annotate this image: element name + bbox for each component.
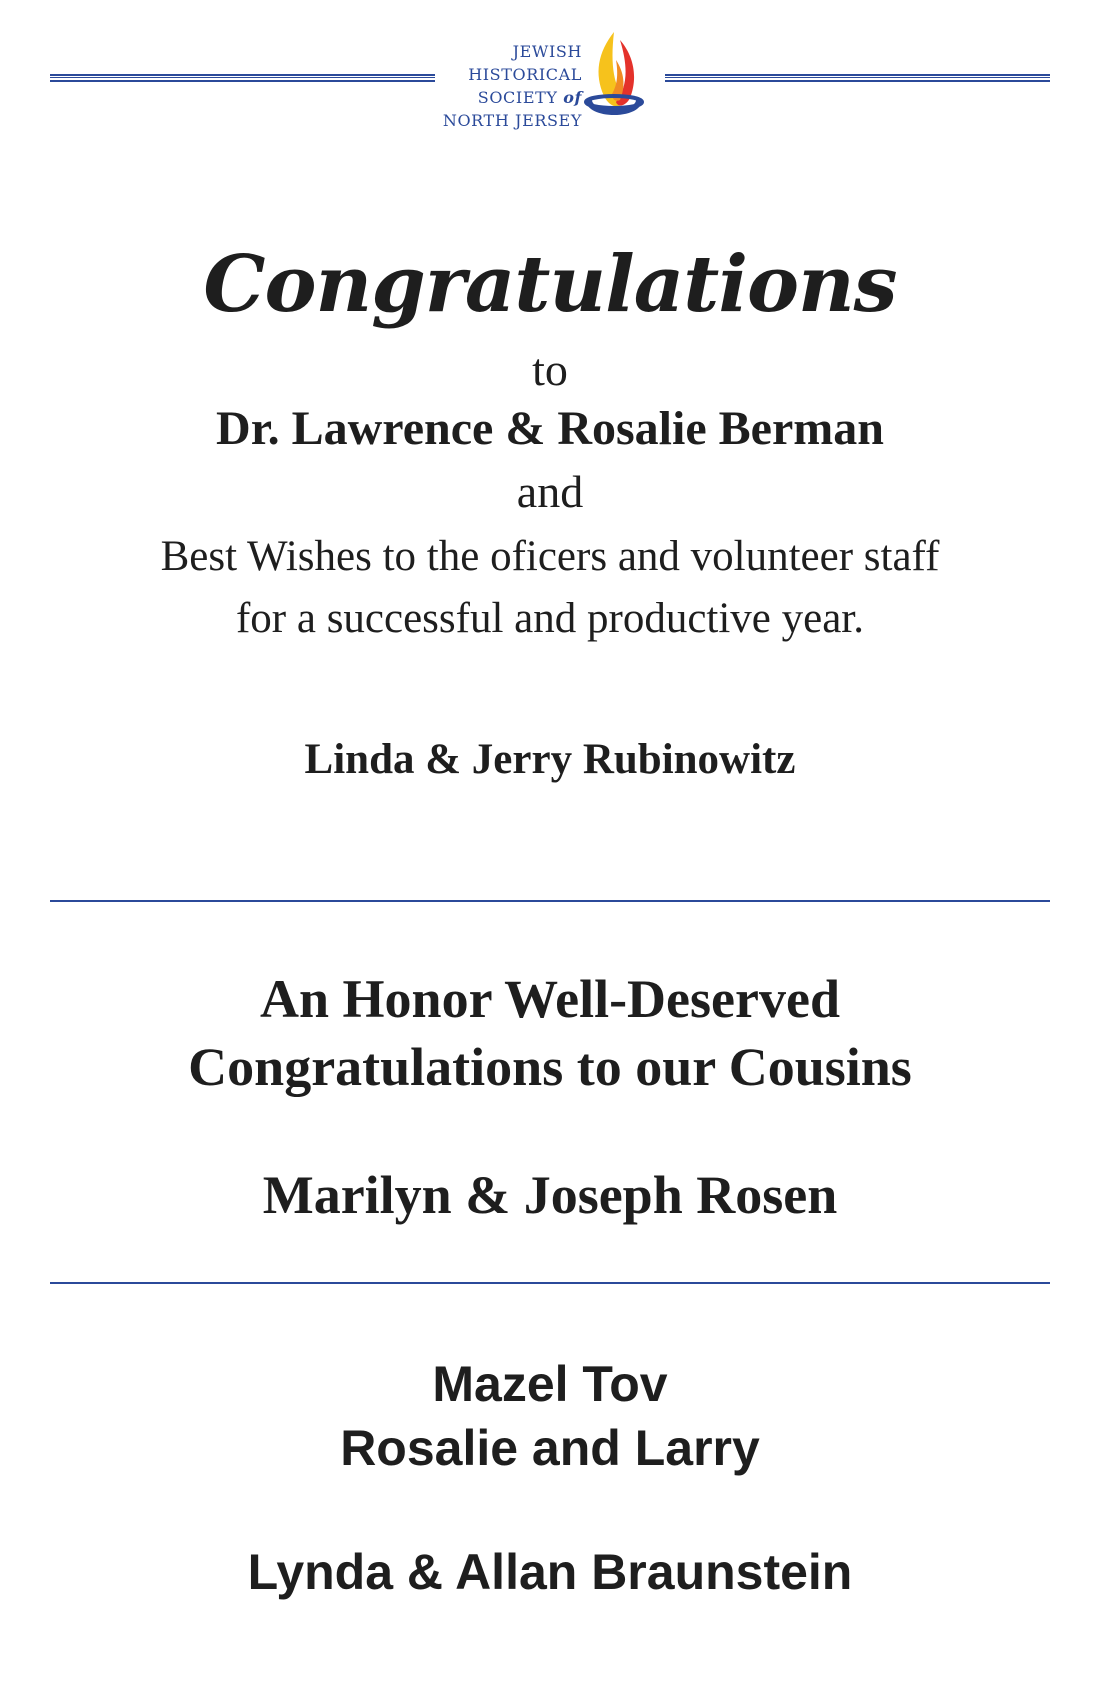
best-wishes-message (50, 526, 1050, 650)
to-text: to (532, 344, 568, 395)
mazel-tov-message (50, 1352, 1050, 1480)
logo-line-historical: HISTORICAL (468, 65, 582, 84)
mazel-line-1: Mazel Tov (432, 1356, 668, 1412)
honor-line-1: An Honor Well-Deserved (260, 969, 840, 1029)
header-rule-right (665, 74, 1050, 82)
signature-rubinowitz: Linda & Jerry Rubinowitz (304, 736, 796, 783)
and-text: and (516, 466, 584, 517)
header-rule-left (50, 74, 435, 82)
divider-1 (50, 900, 1050, 902)
logo-text (443, 40, 582, 132)
society-logo (430, 30, 670, 140)
honor-message (50, 965, 1050, 1101)
mazel-line-2: Rosalie and Larry (340, 1420, 760, 1476)
logo-line-jewish: JEWISH (512, 42, 582, 61)
signature-braunstein: Lynda & Allan Braunstein (247, 1544, 853, 1600)
flame-icon (580, 30, 650, 130)
divider-2 (50, 1282, 1050, 1284)
logo-line-society: SOCIETY of (477, 88, 582, 107)
congratulations-title: Congratulations (203, 239, 897, 330)
wishes-line-1: Best Wishes to the oficers and volunteer staff (160, 533, 940, 580)
logo-line-north-jersey: NORTH JERSEY (442, 111, 582, 130)
honor-line-2: Congratulations to our Cousins (188, 1037, 912, 1097)
wishes-line-2: for a successful and productive year. (235, 595, 865, 642)
honorees-names: Dr. Lawrence & Rosalie Berman (216, 402, 884, 455)
signature-rosen: Marilyn & Joseph Rosen (262, 1165, 838, 1225)
